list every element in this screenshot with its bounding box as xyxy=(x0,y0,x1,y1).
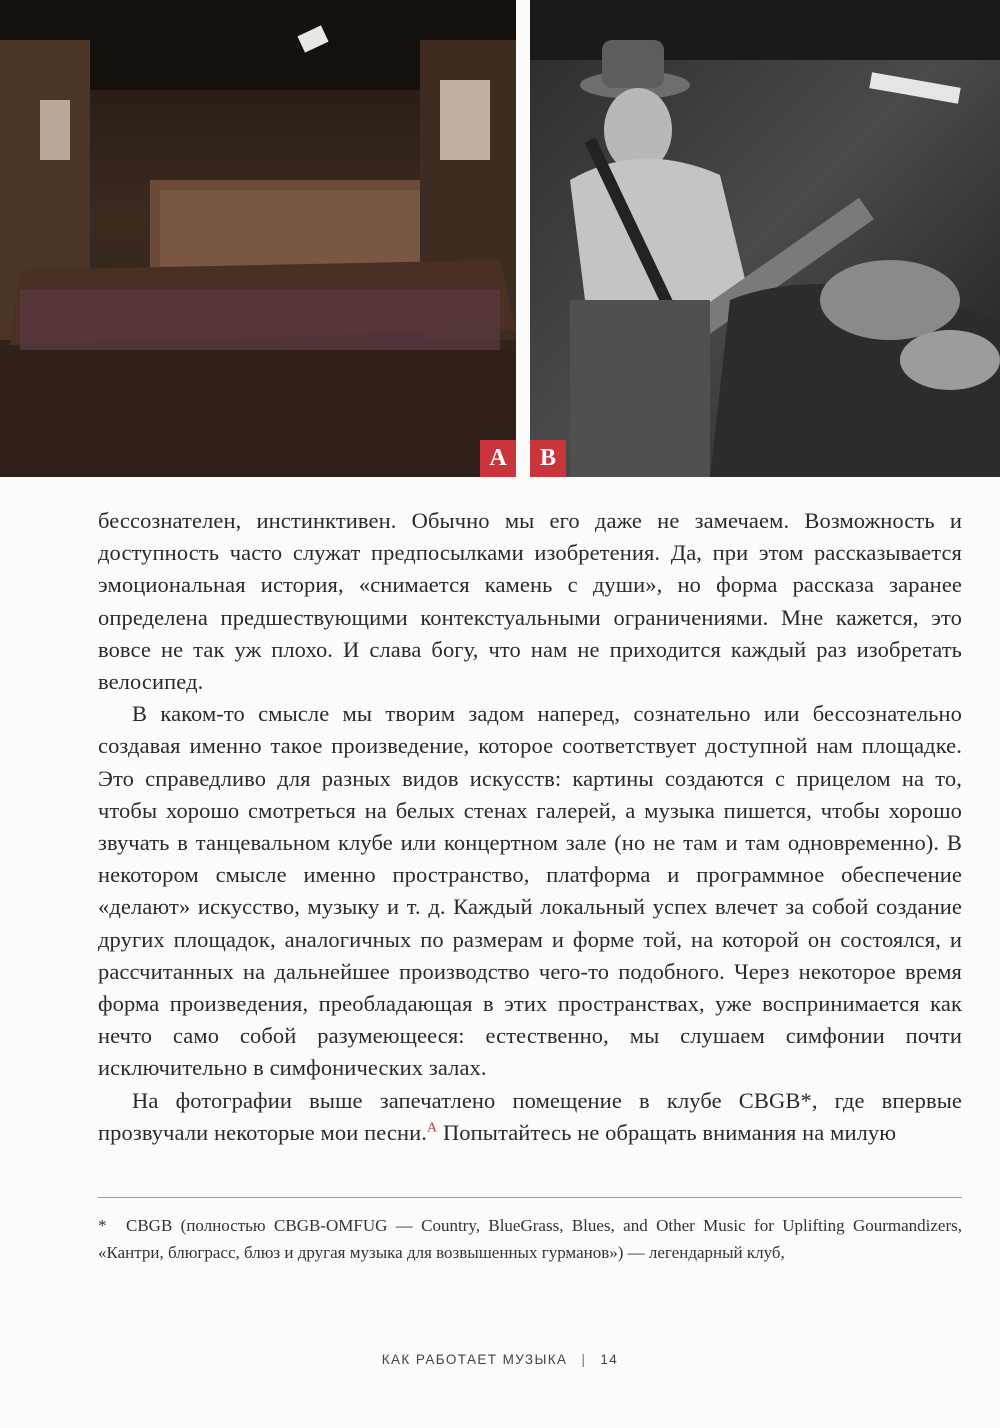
photo-a-club-stage xyxy=(0,0,516,477)
paragraph-1: бессознателен, инстинктивен. Обычно мы его даже не замечаем. Возможность и доступность часто служат предпосылками изобретения. Да, при этом рассказывается эмоциональная история, «снимается камень с души», но форма рассказа заранее определена предшествующими контекстуальными ограничениями. Мне кажется, это вовсе не так уж плохо. И слава богу, что нам не приходится каждый раз изобретать велосипед. xyxy=(98,508,962,695)
paragraph-2: В каком-то смысле мы творим задом наперед, сознательно или бессознательно создавая именно такое произведение, которое соответствует доступной нам площадке. Это справедливо для разных видов искусств: картины создаются с прицелом на то, чтобы хорошо смотреться на белых стенах галерей, а музыка пишется, чтобы хорошо звучать в танцевальном клубе или концертном зале (но не там и там одновременно). В некотором смысле именно пространство, платформа и программное обеспечение «делают» искусство, музыку и т. д. Каждый локальный успех влечет за собой создание других площадок, аналогичных по размерам и форме той, на которой он состоялся, и рассчитанных на дальнейшее производство чего-то подобного. Через некоторое время форма произведения, преобладающая в этих пространствах, уже воспринимается как нечто само собой разумеющееся: естественно, мы слушаем симфонии почти исключительно в симфонических залах. xyxy=(98,701,962,1081)
paragraph-3-start: На фотографии выше запечатлено помещение в клубе CBGB*, где впервые прозвучали некоторые мои песни. xyxy=(98,1087,962,1145)
paragraph-3 xyxy=(98,1085,962,1149)
photo-b-guitarist xyxy=(530,0,1000,477)
footnote-text: CBGB (полностью CBGB-OMFUG — Country, BlueGrass, Blues, and Other Music for Uplifting Gourmandizers, «Кантри, блюграсс, блюз и другая музыка для возвышенных гурманов») — легендарный клуб, xyxy=(98,1216,962,1262)
page-number: 14 xyxy=(600,1352,619,1367)
book-title: КАК РАБОТАЕТ МУЗЫКА xyxy=(381,1352,568,1367)
paragraph-3-end: Попытайтесь не обращать внимания на милую xyxy=(437,1119,897,1145)
photo-a-label: A xyxy=(480,440,516,477)
photo-b-label: B xyxy=(530,440,566,477)
footnote-divider xyxy=(98,1197,962,1198)
footnote-marker: * xyxy=(98,1216,107,1235)
footnote xyxy=(98,1212,962,1266)
photo-strip xyxy=(0,0,1000,477)
body-text xyxy=(98,505,962,1149)
footer-separator: | xyxy=(581,1352,587,1367)
running-footer xyxy=(0,1352,1000,1367)
photo-reference-a[interactable]: A xyxy=(427,1120,438,1136)
